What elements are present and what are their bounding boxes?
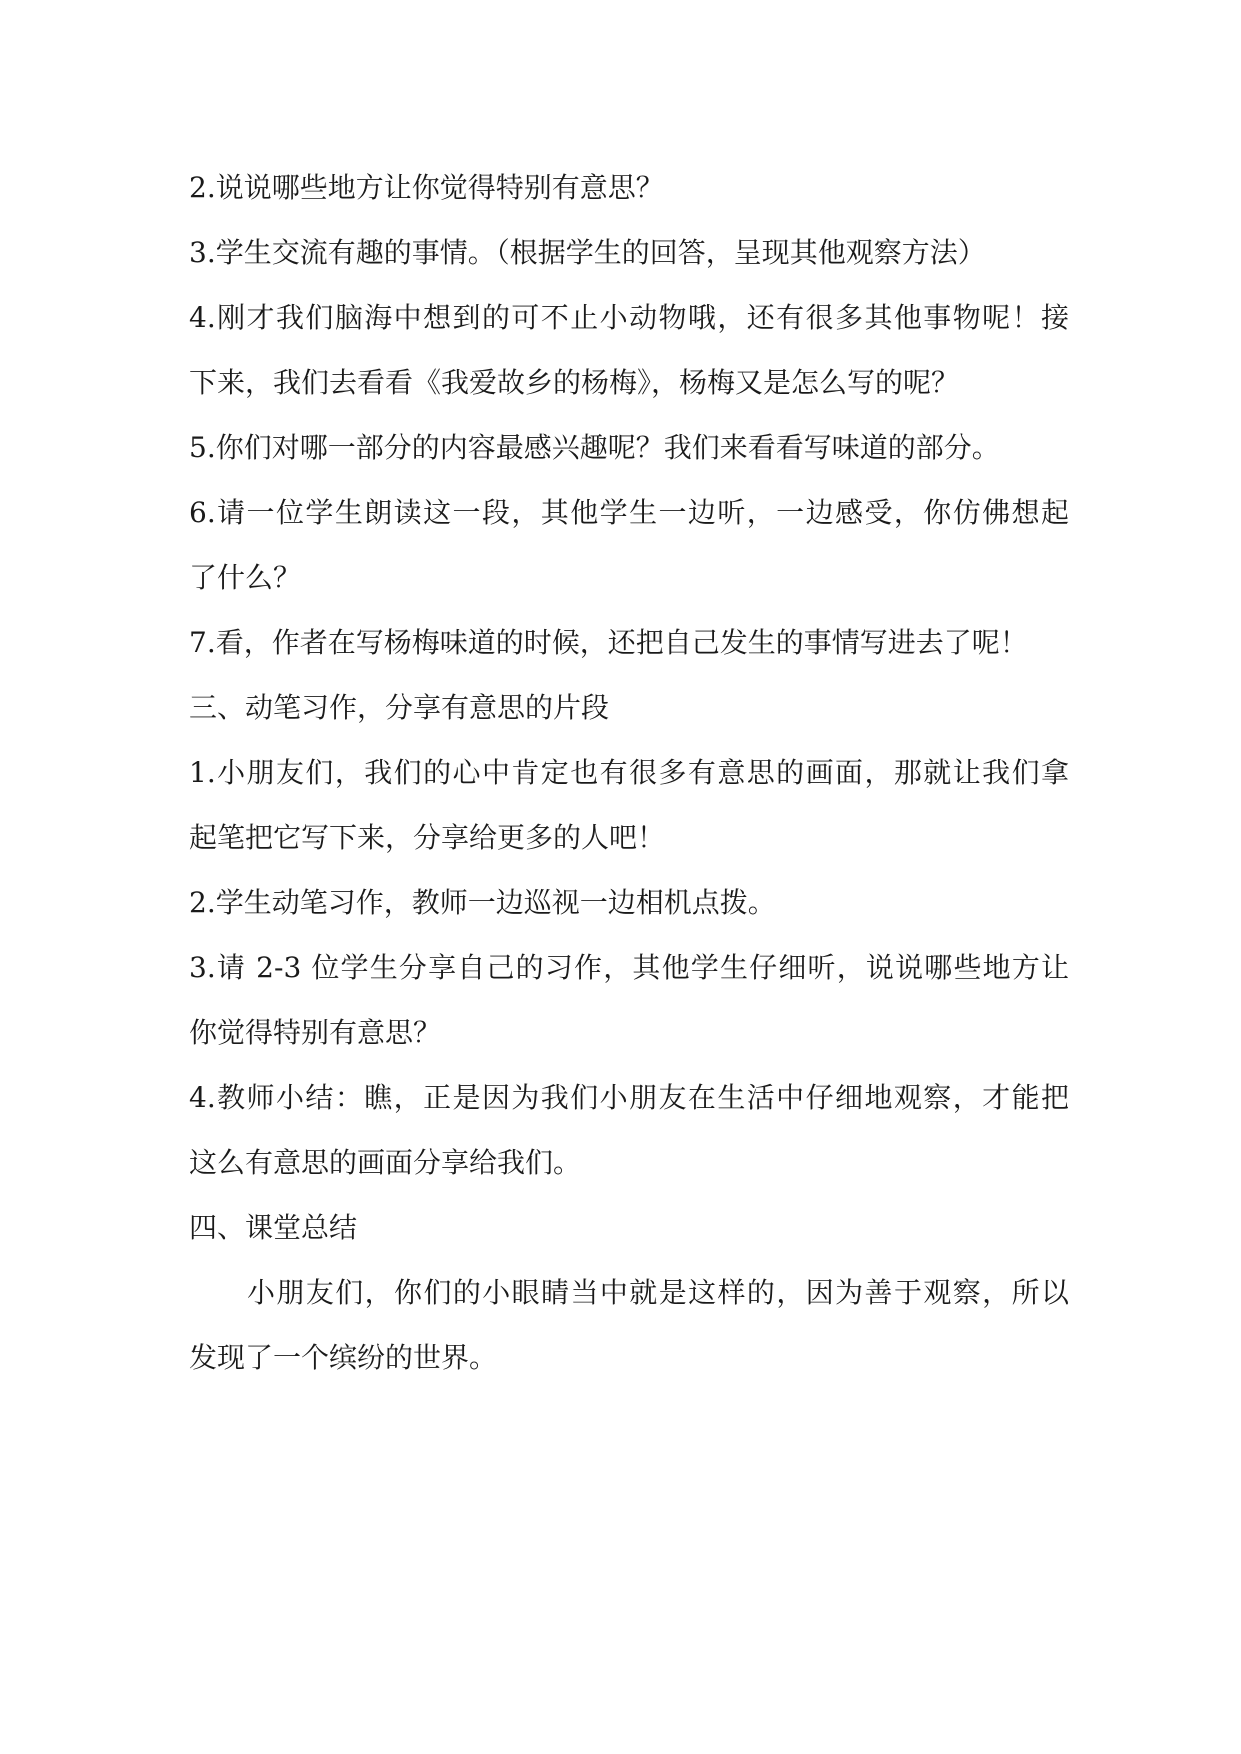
paragraph-line: 3.学生交流有趣的事情。（根据学生的回答，呈现其他观察方法） (189, 236, 986, 269)
paragraph-line: 下来，我们去看看《我爱故乡的杨梅》，杨梅又是怎么写的呢？ (189, 366, 960, 399)
paragraph-line: 起笔把它写下来，分享给更多的人吧！ (189, 821, 666, 854)
paragraph-line: 4.教师小结：瞧，正是因为我们小朋友在生活中仔细地观察，才能把 (189, 1081, 1069, 1114)
paragraph-line: 2.说说哪些地方让你觉得特别有意思？ (189, 171, 664, 204)
section-heading: 四、课堂总结 (189, 1211, 358, 1244)
paragraph-line: 2.学生动笔习作，教师一边巡视一边相机点拨。 (189, 886, 776, 919)
paragraph-line: 7.看，作者在写杨梅味道的时候，还把自己发生的事情写进去了呢！ (189, 626, 1028, 659)
paragraph-line: 发现了一个缤纷的世界。 (189, 1341, 498, 1374)
paragraph-line: 了什么？ (189, 561, 302, 594)
paragraph-line: 1.小朋友们，我们的心中肯定也有很多有意思的画面，那就让我们拿 (189, 756, 1069, 789)
paragraph-line: 小朋友们，你们的小眼睛当中就是这样的，因为善于观察，所以 (247, 1276, 1069, 1309)
paragraph-line: 你觉得特别有意思？ (189, 1016, 442, 1049)
section-heading: 三、动笔习作，分享有意思的片段 (189, 691, 610, 724)
paragraph-line: 6.请一位学生朗读这一段，其他学生一边听，一边感受，你仿佛想起 (189, 496, 1069, 529)
paragraph-line: 3.请 2-3 位学生分享自己的习作，其他学生仔细听，说说哪些地方让 (189, 951, 1069, 984)
paragraph-line: 这么有意思的画面分享给我们。 (189, 1146, 582, 1179)
paragraph-line: 4.刚才我们脑海中想到的可不止小动物哦，还有很多其他事物呢！接 (189, 301, 1069, 334)
document-body (189, 155, 1069, 1390)
paragraph-line: 5.你们对哪一部分的内容最感兴趣呢？我们来看看写味道的部分。 (189, 431, 1000, 464)
